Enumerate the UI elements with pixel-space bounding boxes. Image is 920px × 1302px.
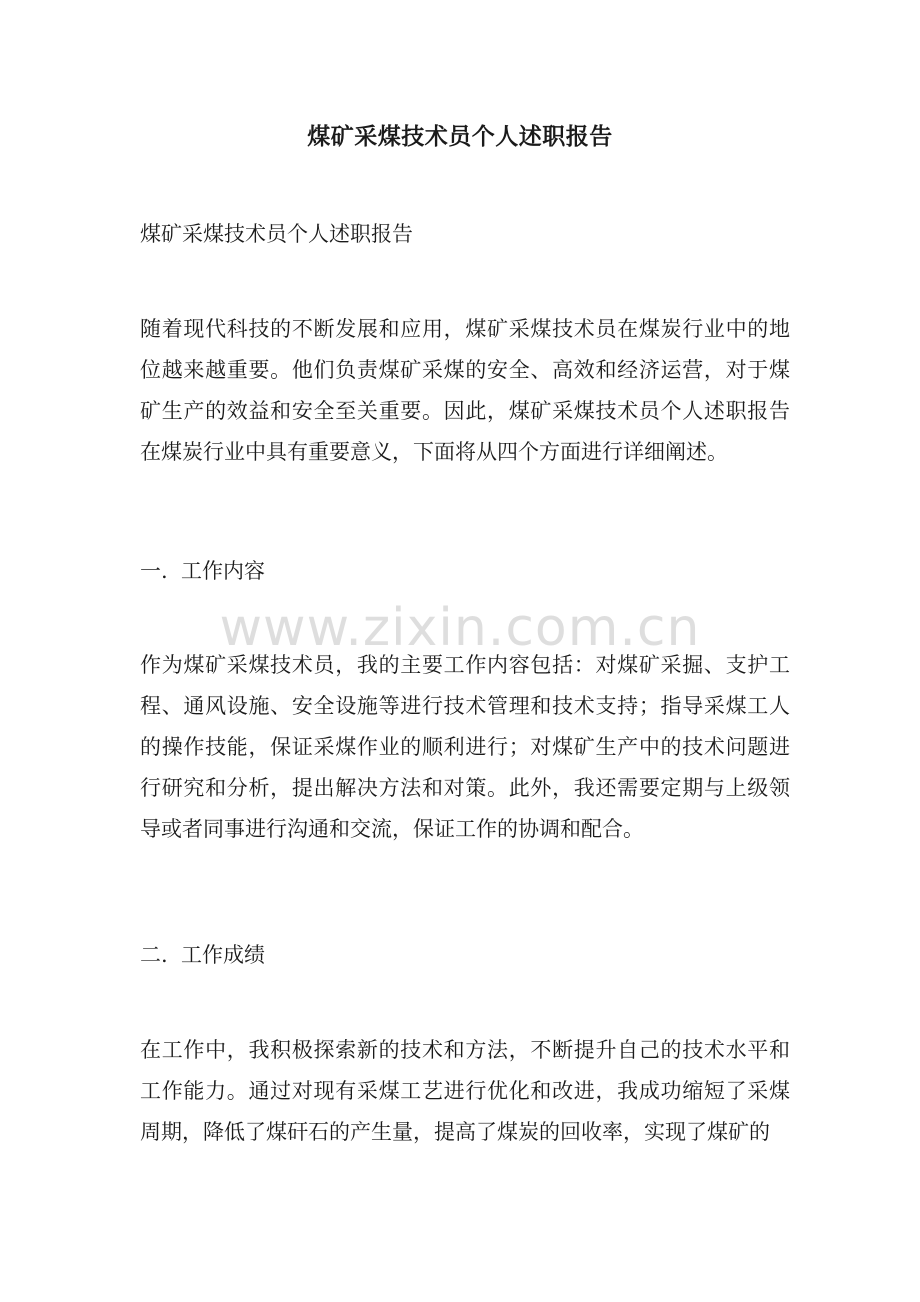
paragraph-work-content: 作为煤矿采煤技术员，我的主要工作内容包括：对煤矿采掘、支护工程、通风设施、安全设施等进行技术管理和技术支持；指导采煤工人的操作技能，保证采煤作业的顺利进行；对煤矿生产中的技术问题进行研究和分析，提出解决方法和对策。此外，我还需要定期与上级领导或者同事进行沟通和交流，保证工作的协调和配合。 (140, 653, 790, 841)
paragraph-work-achievements: 在工作中，我积极探索新的技术和方法，不断提升自己的技术水平和工作能力。通过对现有采煤工艺进行优化和改进，我成功缩短了采煤周期，降低了煤矸石的产生量，提高了煤炭的回收率，实现了煤矿的 (140, 1038, 790, 1144)
paragraph-intro: 随着现代科技的不断发展和应用，煤矿采煤技术员在煤炭行业中的地位越来越重要。他们负责煤矿采煤的安全、高效和经济运营，对于煤矿生产的效益和安全至关重要。因此，煤矿采煤技术员个人述职报告在煤炭行业中具有重要意义，下面将从四个方面进行详细阐述。 (140, 317, 790, 464)
watermark-text: www.zixin.com.cn (219, 598, 701, 658)
document-title: 煤矿采煤技术员个人述职报告 (307, 123, 613, 150)
section-heading-work-achievements: 二. 工作成绩 (140, 943, 266, 967)
document-subtitle: 煤矿采煤技术员个人述职报告 (140, 222, 413, 246)
section-heading-work-content: 一. 工作内容 (140, 559, 266, 583)
